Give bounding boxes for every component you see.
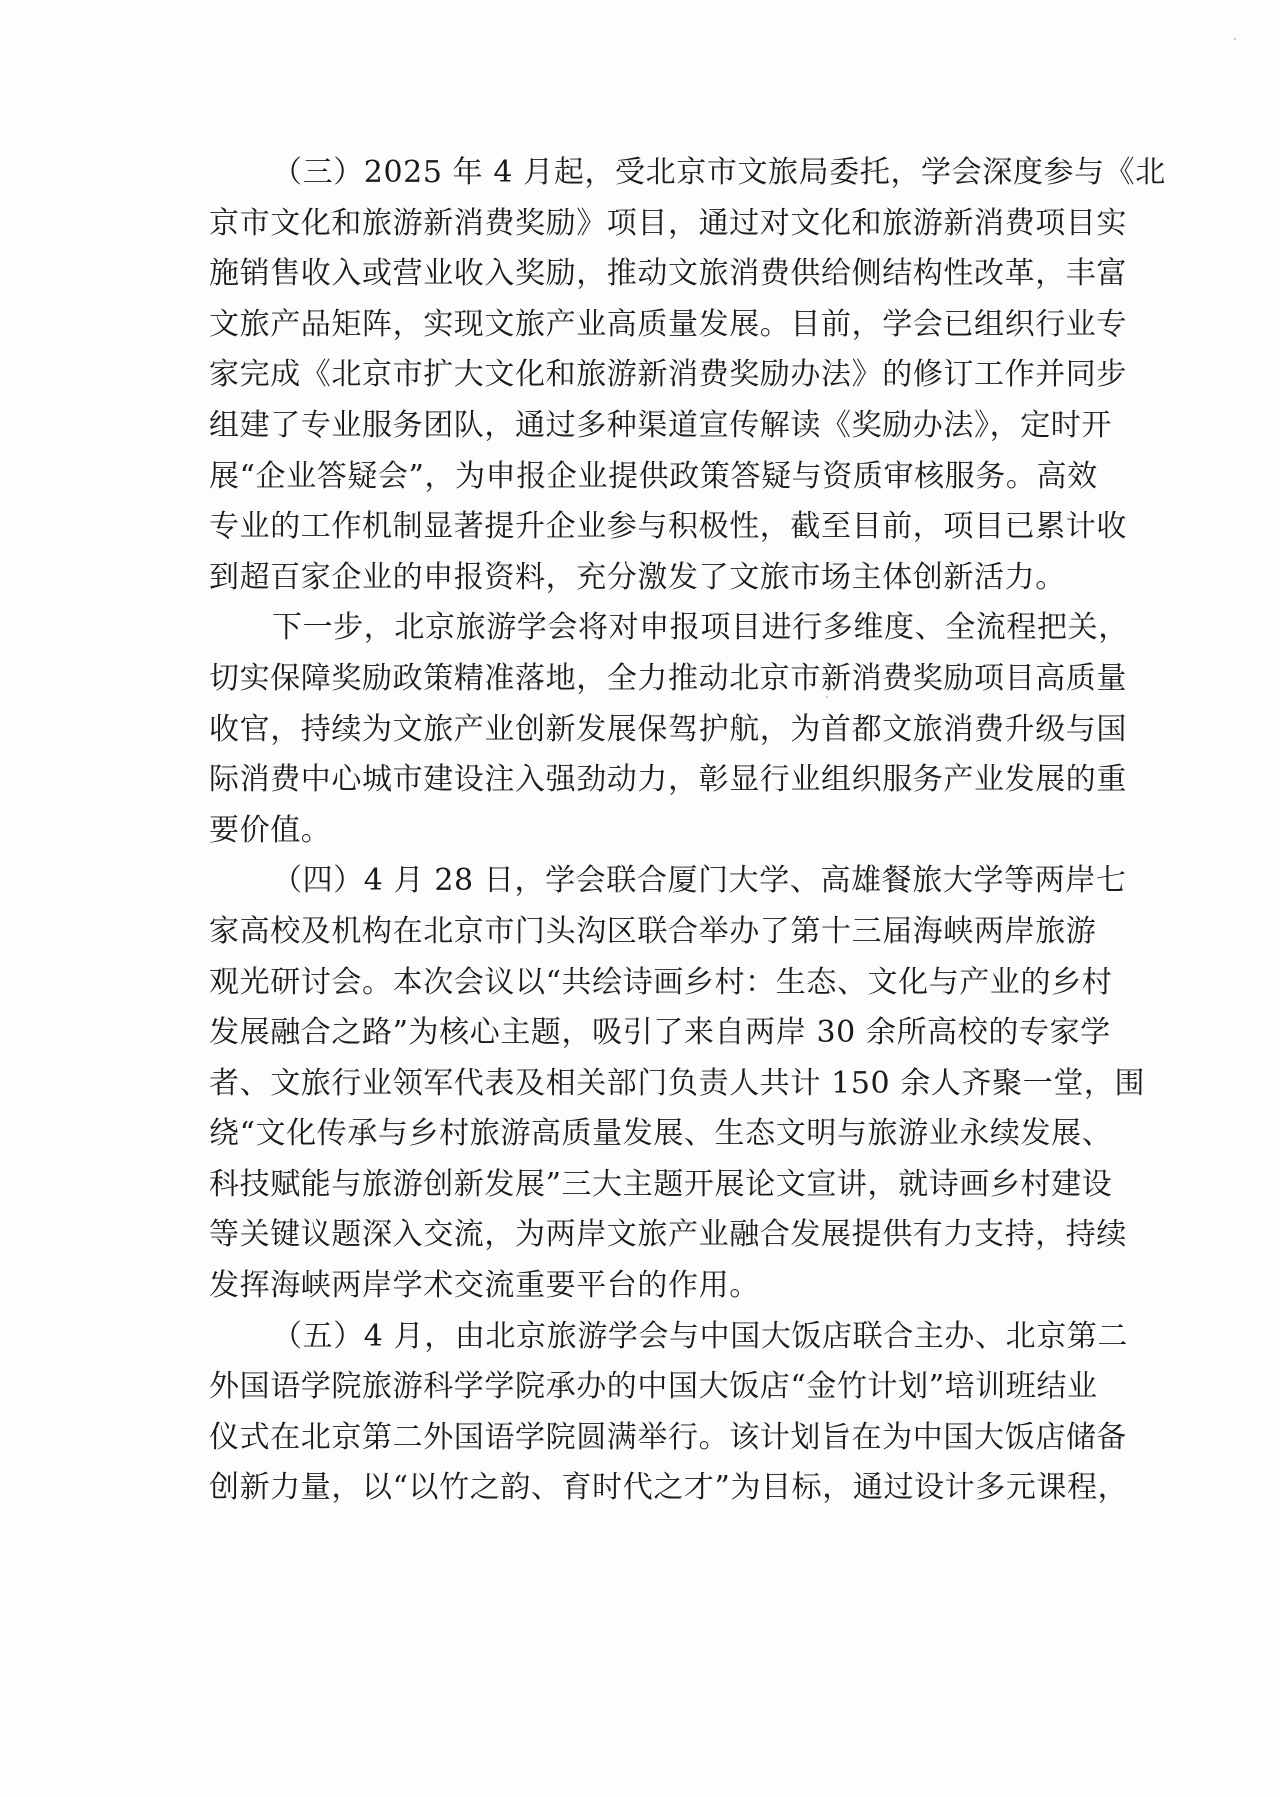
text-line: 组建了专业服务团队，通过多种渠道宣传解读《奖励办法》，定时开: [209, 407, 1112, 443]
text-line: 科技赋能与旅游创新发展”三大主题开展论文宣讲，就诗画乡村建设: [209, 1166, 1113, 1202]
paragraph-section-4: [209, 856, 1146, 1311]
text-line: 下一步，北京旅游学会将对申报项目进行多维度、全流程把关，: [272, 610, 1129, 646]
text-line: 家高校及机构在北京市门头沟区联合举办了第十三届海峡两岸旅游: [209, 913, 1097, 949]
text-line: 京市文化和旅游新消费奖励》项目，通过对文化和旅游新消费项目实: [209, 205, 1127, 241]
paragraph-section-5: [209, 1312, 1129, 1514]
paragraph-section-3: [209, 148, 1166, 603]
text-line: 观光研讨会。本次会议以“共绘诗画乡村：生态、文化与产业的乡村: [209, 964, 1113, 1000]
text-line: 外国语学院旅游科学学院承办的中国大饭店“金竹计划”培训班结业: [209, 1369, 1098, 1405]
text-line: 仪式在北京第二外国语学院圆满举行。该计划旨在为中国大饭店储备: [209, 1419, 1127, 1455]
text-line: 者、文旅行业领军代表及相关部门负责人共计 150 余人齐聚一堂，围: [209, 1065, 1146, 1101]
text-line: （四）4 月 28 日，学会联合厦门大学、高雄餐旅大学等两岸七: [272, 863, 1127, 899]
text-line: 家完成《北京市扩大文化和旅游新消费奖励办法》的修订工作并同步: [209, 357, 1127, 393]
text-line: 到超百家企业的申报资料，充分激发了文旅市场主体创新活力。: [209, 559, 1066, 595]
text-line: 际消费中心城市建设注入强劲动力，彰显行业组织服务产业发展的重: [209, 762, 1127, 798]
text-line: 切实保障奖励政策精准落地，全力推动北京市新消费奖励项目高质量: [209, 660, 1127, 696]
text-line: 展“企业答疑会”，为申报企业提供政策答疑与资质审核服务。高效: [209, 458, 1098, 494]
text-line: 要价值。: [209, 812, 332, 848]
paragraph-next-step: [209, 603, 1129, 856]
text-line: 收官，持续为文旅产业创新发展保驾护航，为首都文旅消费升级与国: [209, 711, 1127, 747]
document-body: [209, 148, 1166, 1514]
text-line: 专业的工作机制显著提升企业参与积极性，截至目前，项目已累计收: [209, 509, 1127, 545]
text-line: 创新力量，以“以竹之韵、育时代之才”为目标，通过设计多元课程，: [209, 1470, 1129, 1506]
scan-speck: [1234, 38, 1236, 40]
text-line: 文旅产品矩阵，实现文旅产业高质量发展。目前，学会已组织行业专: [209, 306, 1127, 342]
text-line: 发挥海峡两岸学术交流重要平台的作用。: [209, 1268, 760, 1304]
text-line: 施销售收入或营业收入奖励，推动文旅消费供给侧结构性改革，丰富: [209, 256, 1127, 292]
text-line: 发展融合之路”为核心主题，吸引了来自两岸 30 余所高校的专家学: [209, 1015, 1111, 1051]
text-line: （五）4 月，由北京旅游学会与中国大饭店联合主办、北京第二: [272, 1318, 1129, 1354]
text-line: 等关键议题深入交流，为两岸文旅产业融合发展提供有力支持，持续: [209, 1217, 1127, 1253]
text-line: （三）2025 年 4 月起，受北京市文旅局委托，学会深度参与《北: [272, 155, 1166, 190]
text-line: 绕“文化传承与乡村旅游高质量发展、生态文明与旅游业永续发展、: [209, 1116, 1113, 1152]
